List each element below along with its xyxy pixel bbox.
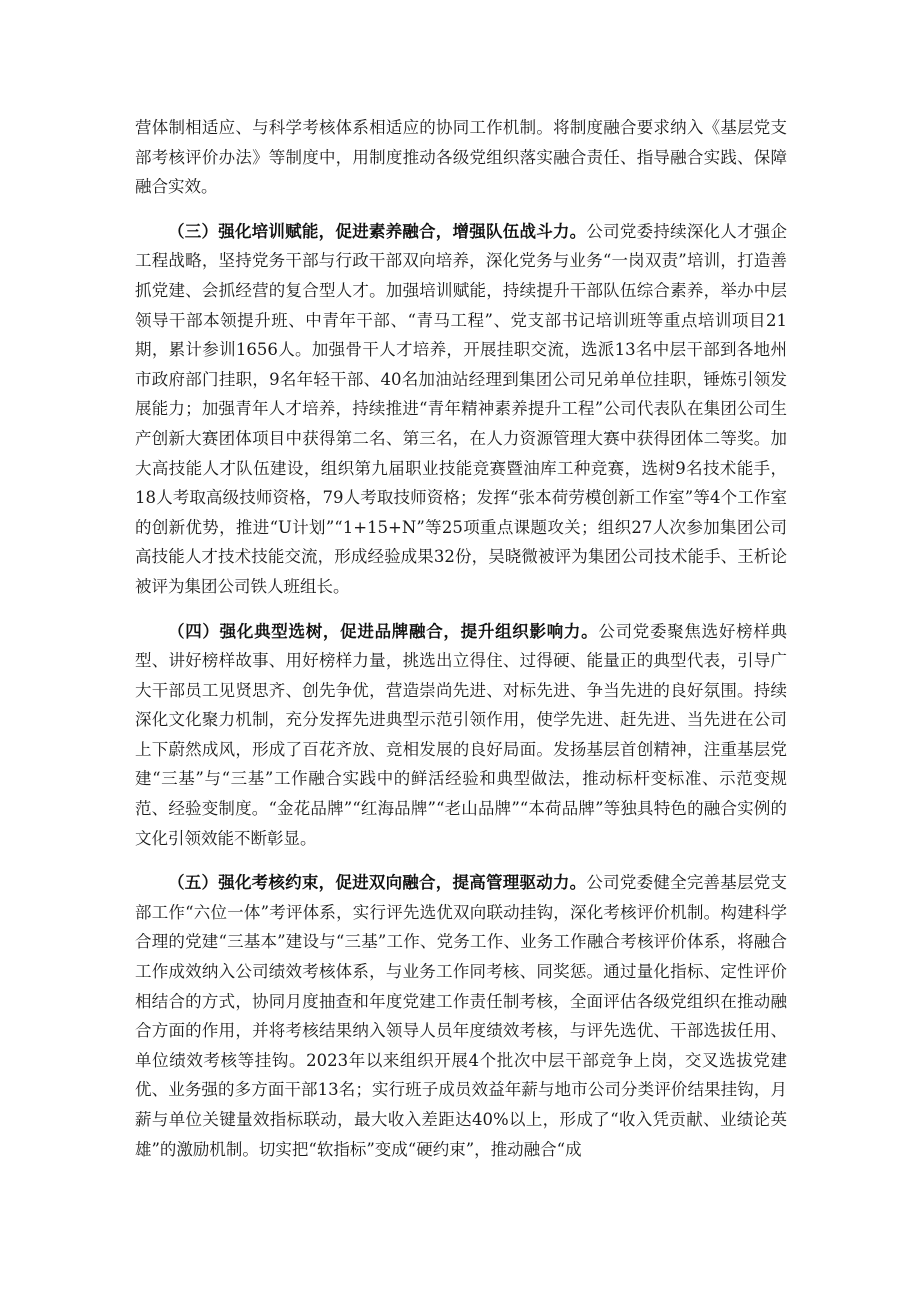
paragraph-text: 公司党委聚焦选好榜样典型、讲好榜样故事、用好榜样力量，挑选出立得住、过得硬、能量正的典型代表，引导广大干部员工见贤思齐、创先争优，营造崇尚先进、对标先进、争当先进的良好氛围。持续深化文化聚力机制，充分发挥先进典型示范引领作用，使学先进、赶先进、当先进在公司上下蔚然成风，形成了百花齐放、竞相发展的良好局面。发扬基层首创精神，注重基层党建“三基”与“三基”工作融合实践中的鲜活经验和典型做法，推动标杆变标准、示范变规范、经验变制度。“金花品牌”“红海品牌”“老山品牌”“本荷品牌”等独具特色的融合实例的文化引领效能不断彰显。 <box>135 621 788 848</box>
section-heading: （三）强化培训赋能，促进素养融合，增强队伍战斗力。 <box>168 221 587 241</box>
paragraph-text: 公司党委持续深化人才强企工程战略，坚持党务干部与行政干部双向培养，深化党务与业务“一岗双责”培训，打造善抓党建、会抓经营的复合型人才。加强培训赋能，持续提升干部队伍综合素养，举办中层领导干部本领提升班、中青年干部、“青马工程”、党支部书记培训班等重点培训项目21期，累计参训1656人。加强骨干人才培养，开展挂职交流，选派13名中层干部到各地州市政府部门挂职，9名年轻干部、40名加油站经理到集团公司兄弟单位挂职，锤炼引领发展能力；加强青年人才培养，持续推进“青年精神素养提升工程”公司代表队在集团公司生产创新大赛团体项目中获得第二名、第三名，在人力资源管理大赛中获得团体二等奖。加大高技能人才队伍建设，组织第九届职业技能竞赛暨油库工种竞赛，选树9名技术能手，18人考取高级技师资格，79人考取技师资格；发挥“张本荷劳模创新工作室”等4个工作室的创新优势，推进“U计划”“1+15+N”等25项重点课题攻关；组织27人次参加集团公司高技能人才技术技能交流，形成经验成果32份，吴晓微被评为集团公司技术能手、王析论被评为集团公司铁人班组长。 <box>135 221 788 596</box>
document-page <box>135 113 787 1179</box>
paragraph-text: 营体制相适应、与科学考核体系相适应的协同工作机制。将制度融合要求纳入《基层党支部考核评价办法》等制度中，用制度推动各级党组织落实融合责任、指导融合实践、保障融合实效。 <box>135 118 787 197</box>
paragraph-section-5 <box>135 868 787 1164</box>
section-heading: （五）强化考核约束，促进双向融合，提高管理驱动力。 <box>168 873 587 893</box>
paragraph-continuation <box>135 113 787 202</box>
paragraph-section-3 <box>135 217 787 602</box>
paragraph-section-4 <box>135 617 787 854</box>
section-heading: （四）强化典型选树，促进品牌融合，提升组织影响力。 <box>168 621 599 641</box>
paragraph-text: 公司党委健全完善基层党支部工作“六位一体”考评体系，实行评先选优双向联动挂钩，深化考核评价机制。构建科学合理的党建“三基本”建设与“三基”工作、党务工作、业务工作融合考核评价体系，将融合工作成效纳入公司绩效考核体系，与业务工作同考核、同奖惩。通过量化指标、定性评价相结合的方式，协同月度抽查和年度党建工作责任制考核，全面评估各级党组织在推动融合方面的作用，并将考核结果纳入领导人员年度绩效考核，与评先选优、干部选拔任用、单位绩效考核等挂钩。2023年以来组织开展4个批次中层干部竞争上岗，交叉选拔党建优、业务强的多方面干部13名；实行班子成员效益年薪与地市公司分类评价结果挂钩，月薪与单位关键量效指标联动，最大收入差距达40%以上，形成了“收入凭贡献、业绩论英雄”的激励机制。切实把“软指标”变成“硬约束”，推动融合“成 <box>135 873 788 1159</box>
